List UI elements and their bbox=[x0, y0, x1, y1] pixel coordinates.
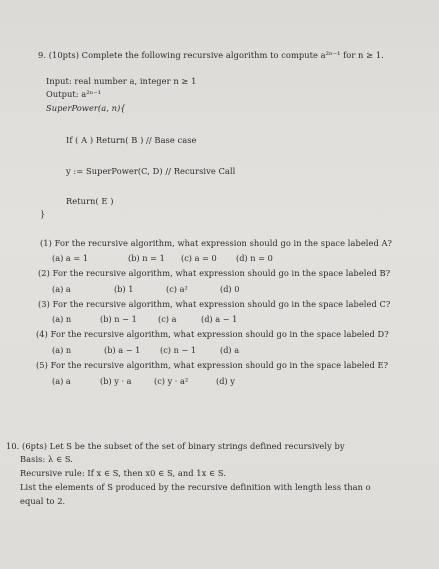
part-3-question: (3) For the recursive algorithm, what expression should go in the space labeled C? bbox=[38, 299, 391, 309]
part-2-option-b: (b) 1 bbox=[114, 284, 134, 294]
algorithm-output: Output: a²ⁿ⁻¹ bbox=[46, 89, 102, 99]
part-2-option-c: (c) a² bbox=[166, 284, 188, 294]
question-10-rule: Recursive rule: If x ∈ S, then x0 ∈ S, and 1x ∈ S. bbox=[20, 468, 227, 478]
part-3-option-c: (c) a bbox=[158, 314, 177, 324]
question-10-task-cont: equal to 2. bbox=[20, 496, 66, 506]
algorithm-close-brace: } bbox=[40, 209, 46, 219]
part-1-option-c: (c) a = 0 bbox=[181, 253, 217, 263]
part-4-option-a: (a) n bbox=[52, 345, 72, 355]
part-2-question: (2) For the recursive algorithm, what expression should go in the space labeled B? bbox=[38, 268, 391, 278]
part-3-option-b: (b) n − 1 bbox=[100, 314, 137, 324]
algorithm-recursive-line: y := SuperPower(C, D) // Recursive Call bbox=[66, 166, 236, 176]
part-3-option-d: (d) a − 1 bbox=[201, 314, 238, 324]
part-5-option-d: (d) y bbox=[216, 376, 235, 386]
part-5-option-c: (c) y · a² bbox=[154, 376, 189, 386]
question-10-task: List the elements of S produced by the recursive definition with length less than o bbox=[20, 482, 371, 492]
part-5-option-b: (b) y · a bbox=[100, 376, 132, 386]
algorithm-input: Input: real number a, integer n ≥ 1 bbox=[46, 76, 197, 86]
question-10-basis: Basis: λ ∈ S. bbox=[20, 454, 73, 464]
part-1-option-b: (b) n = 1 bbox=[128, 253, 165, 263]
part-4-option-b: (b) a − 1 bbox=[104, 345, 141, 355]
part-5-question: (5) For the recursive algorithm, what expression should go in the space labeled E? bbox=[36, 360, 389, 370]
part-1-option-d: (d) n = 0 bbox=[236, 253, 273, 263]
algorithm-return-line: Return( E ) bbox=[66, 196, 114, 206]
algorithm-signature: SuperPower(a, n){ bbox=[46, 103, 126, 113]
part-2-option-d: (d) 0 bbox=[220, 284, 240, 294]
part-5-option-a: (a) a bbox=[52, 376, 71, 386]
part-1-option-a: (a) a = 1 bbox=[52, 253, 89, 263]
part-4-option-c: (c) n − 1 bbox=[160, 345, 197, 355]
part-2-option-a: (a) a bbox=[52, 284, 71, 294]
part-3-option-a: (a) n bbox=[52, 314, 72, 324]
question-9-title: 9. (10pts) Complete the following recursive algorithm to compute a²ⁿ⁻¹ for n ≥ 1. bbox=[38, 50, 384, 60]
part-4-question: (4) For the recursive algorithm, what expression should go in the space labeled D? bbox=[36, 329, 389, 339]
algorithm-if-line: If ( A ) Return( B ) // Base case bbox=[66, 135, 197, 145]
part-4-option-d: (d) a bbox=[220, 345, 240, 355]
question-10-title: 10. (6pts) Let S be the subset of the set of binary strings defined recursively by bbox=[6, 441, 345, 451]
part-1-question: (1) For the recursive algorithm, what expression should go in the space labeled A? bbox=[40, 238, 393, 248]
